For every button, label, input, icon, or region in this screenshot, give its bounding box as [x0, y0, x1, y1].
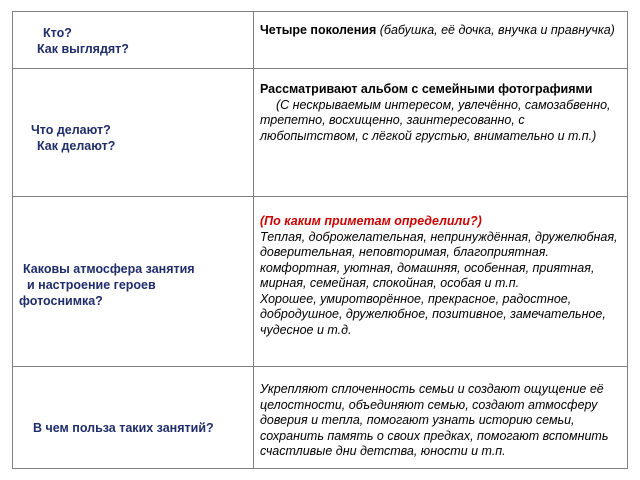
info-table — [12, 11, 628, 469]
table-row-who — [13, 12, 627, 68]
question-line: и настроение героев — [27, 278, 156, 292]
answer-italic: Укрепляют сплоченность семьи и создают ощущение её целостности, объединяют семью, создают атмосферу доверия и тепла, помогают узнать историю семьи, сохранить память о своих предках, помогают вспомнить счастливые дни детства, юности и т.п. — [260, 382, 609, 458]
answer-bold: Четыре поколения — [260, 23, 380, 37]
answer-benefit — [260, 382, 623, 460]
answer-what — [260, 82, 623, 144]
answer-who — [260, 23, 623, 39]
answer-bold: Рассматривают альбом с семейными фотографиями — [260, 82, 593, 96]
question-what — [13, 122, 253, 154]
question-line: фотоснимка? — [19, 294, 103, 308]
question-atmosphere — [13, 261, 253, 309]
question-who — [13, 25, 253, 57]
column-divider — [253, 12, 254, 68]
answer-italic: (С нескрываемым интересом, увлечённо, самозабвенно, трепетно, восхищенно, заинтересованно, с любопытством, с лёгкой грустью, внимательно и т.п.) — [260, 97, 611, 143]
answer-italic: Хорошее, умиротворённое, прекрасное, радостное, добродушное, дружелюбное, позитивное, замечательное, чудесное и т.д. — [260, 291, 606, 337]
question-line: Кто? — [43, 26, 72, 40]
table-row-what — [13, 68, 627, 196]
question-line: Что делают? — [31, 123, 111, 137]
question-line: В чем польза таких занятий? — [33, 421, 214, 435]
answer-red-hint: (По каким приметам определили?) — [260, 214, 482, 228]
answer-atmosphere — [260, 214, 623, 338]
question-line: Как выглядят? — [37, 42, 129, 56]
question-benefit — [13, 420, 253, 436]
question-line: Как делают? — [37, 139, 116, 153]
table-row-benefit — [13, 366, 627, 468]
column-divider — [253, 367, 254, 468]
column-divider — [253, 69, 254, 196]
answer-italic: (бабушка, её дочка, внучка и правнучка) — [379, 23, 615, 37]
column-divider — [253, 197, 254, 366]
answer-italic: Теплая, доброжелательная, непринуждённая, дружелюбная, доверительная, неповторимая, благоприятная. комфортная, уютная, домашняя, особенная, приятная, мирная, семейная, спокойная, особая и т.п. — [260, 229, 618, 290]
question-line: Каковы атмосфера занятия — [23, 262, 195, 276]
table-row-atmosphere — [13, 196, 627, 366]
